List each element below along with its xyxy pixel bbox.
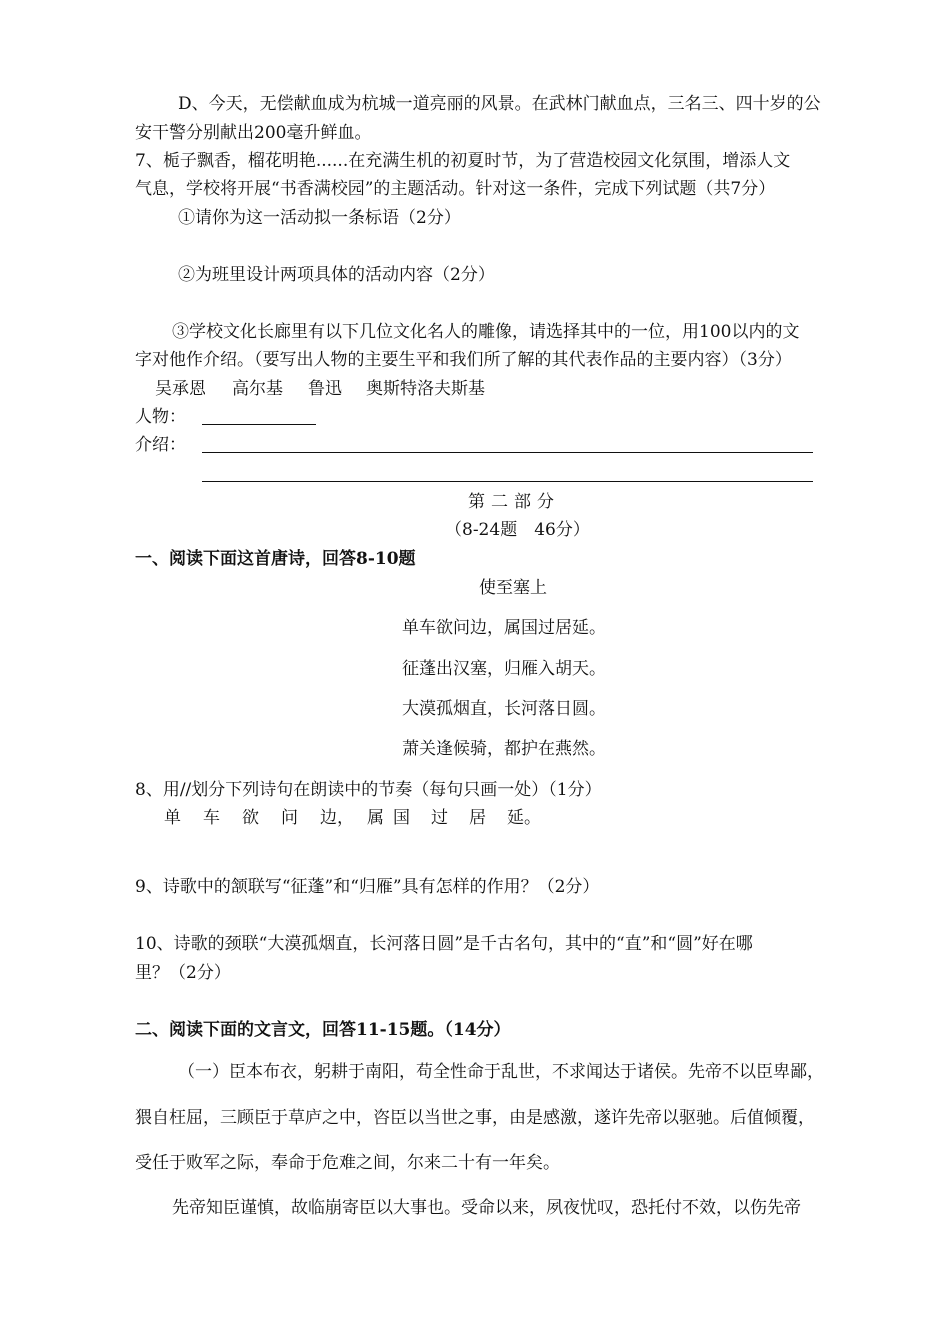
q7-sub-question-2: ②为班里设计两项具体的活动内容（2分）: [178, 265, 495, 285]
option-d-line-2: 安干警分别献出200毫升鲜血。: [135, 123, 372, 143]
name-gorky: 高尔基: [232, 379, 283, 399]
verse-char: 边，: [320, 808, 354, 828]
q10-line-2: 里？（2分）: [135, 963, 231, 983]
q8-text: 8、用//划分下列诗句在朗读中的节奏（每句只画一处）（1分）: [135, 780, 602, 800]
section-two-heading: 二、阅读下面的文言文，回答11-15题。（14分）: [135, 1020, 511, 1040]
classical-p1-line-1: （一）臣本布衣，躬耕于南阳，苟全性命于乱世，不求闻达于诸侯。先帝不以臣卑鄙，: [178, 1062, 824, 1082]
poem-title: 使至塞上: [479, 578, 547, 598]
q7-sub-question-1: ①请你为这一活动拟一条标语（2分）: [178, 208, 461, 228]
poem-line-4: 萧关逢候骑，都护在燕然。: [402, 739, 606, 759]
verse-char: 单: [164, 808, 181, 828]
person-label: 人物：: [135, 407, 186, 427]
part-two-subtitle: （8-24题 46分）: [445, 520, 590, 540]
poem-line-2: 征蓬出汉塞，归雁入胡天。: [402, 659, 606, 679]
q7-sub-question-3-line-1: ③学校文化长廊里有以下几位文化名人的雕像，请选择其中的一位，用100以内的文: [172, 322, 800, 342]
poem-line-1: 单车欲问边，属国过居延。: [402, 618, 606, 638]
section-one-heading: 一、阅读下面这首唐诗，回答8-10题: [135, 549, 416, 569]
verse-char: 欲: [242, 808, 259, 828]
verse-char: 车: [203, 808, 220, 828]
verse-char: 问: [281, 808, 298, 828]
option-d-line-1: D、今天，无偿献血成为杭城一道亮丽的风景。在武林门献血点，三名三、四十岁的公: [178, 94, 821, 114]
intro-answer-line-1[interactable]: [202, 452, 813, 453]
q7-sub-question-3-line-2: 字对他作介绍。（要写出人物的主要生平和我们所了解的其代表作品的主要内容）（3分）: [135, 350, 792, 370]
q10-line-1: 10、诗歌的颈联“大漠孤烟直，长河落日圆”是千古名句，其中的“直”和“圆”好在哪: [135, 934, 753, 954]
intro-answer-line-2[interactable]: [202, 481, 813, 482]
verse-char: 国: [393, 808, 410, 828]
verse-char: 居: [469, 808, 486, 828]
q7-intro-line-1: 7、栀子飘香，榴花明艳......在充满生机的初夏时节，为了营造校园文化氛围，增添人文: [135, 151, 791, 171]
intro-label: 介绍：: [135, 435, 186, 455]
part-two-title: 第二部分: [468, 492, 560, 512]
name-ostrovsky: 奥斯特洛夫斯基: [366, 379, 485, 399]
classical-p2-line-1: 先帝知臣谨慎，故临崩寄臣以大事也。受命以来，夙夜忧叹，恐托付不效，以伤先帝: [172, 1198, 801, 1218]
person-answer-line[interactable]: [202, 424, 316, 425]
verse-char: 过: [431, 808, 448, 828]
q9-text: 9、诗歌中的颔联写“征蓬”和“归雁”具有怎样的作用？（2分）: [135, 877, 600, 897]
verse-char: 属: [367, 808, 384, 828]
name-wu-chengen: 吴承恩: [155, 379, 206, 399]
poem-line-3: 大漠孤烟直，长河落日圆。: [402, 699, 606, 719]
classical-p1-line-3: 受任于败军之际，奉命于危难之间，尔来二十有一年矣。: [135, 1153, 560, 1173]
name-lu-xun: 鲁迅: [308, 379, 342, 399]
verse-char: 延。: [507, 808, 541, 828]
classical-p1-line-2: 猥自枉屈，三顾臣于草庐之中，咨臣以当世之事，由是感激，遂许先帝以驱驰。后值倾覆，: [135, 1108, 815, 1128]
q7-intro-line-2: 气息，学校将开展“书香满校园”的主题活动。针对这一条件，完成下列试题（共7分）: [135, 179, 776, 199]
